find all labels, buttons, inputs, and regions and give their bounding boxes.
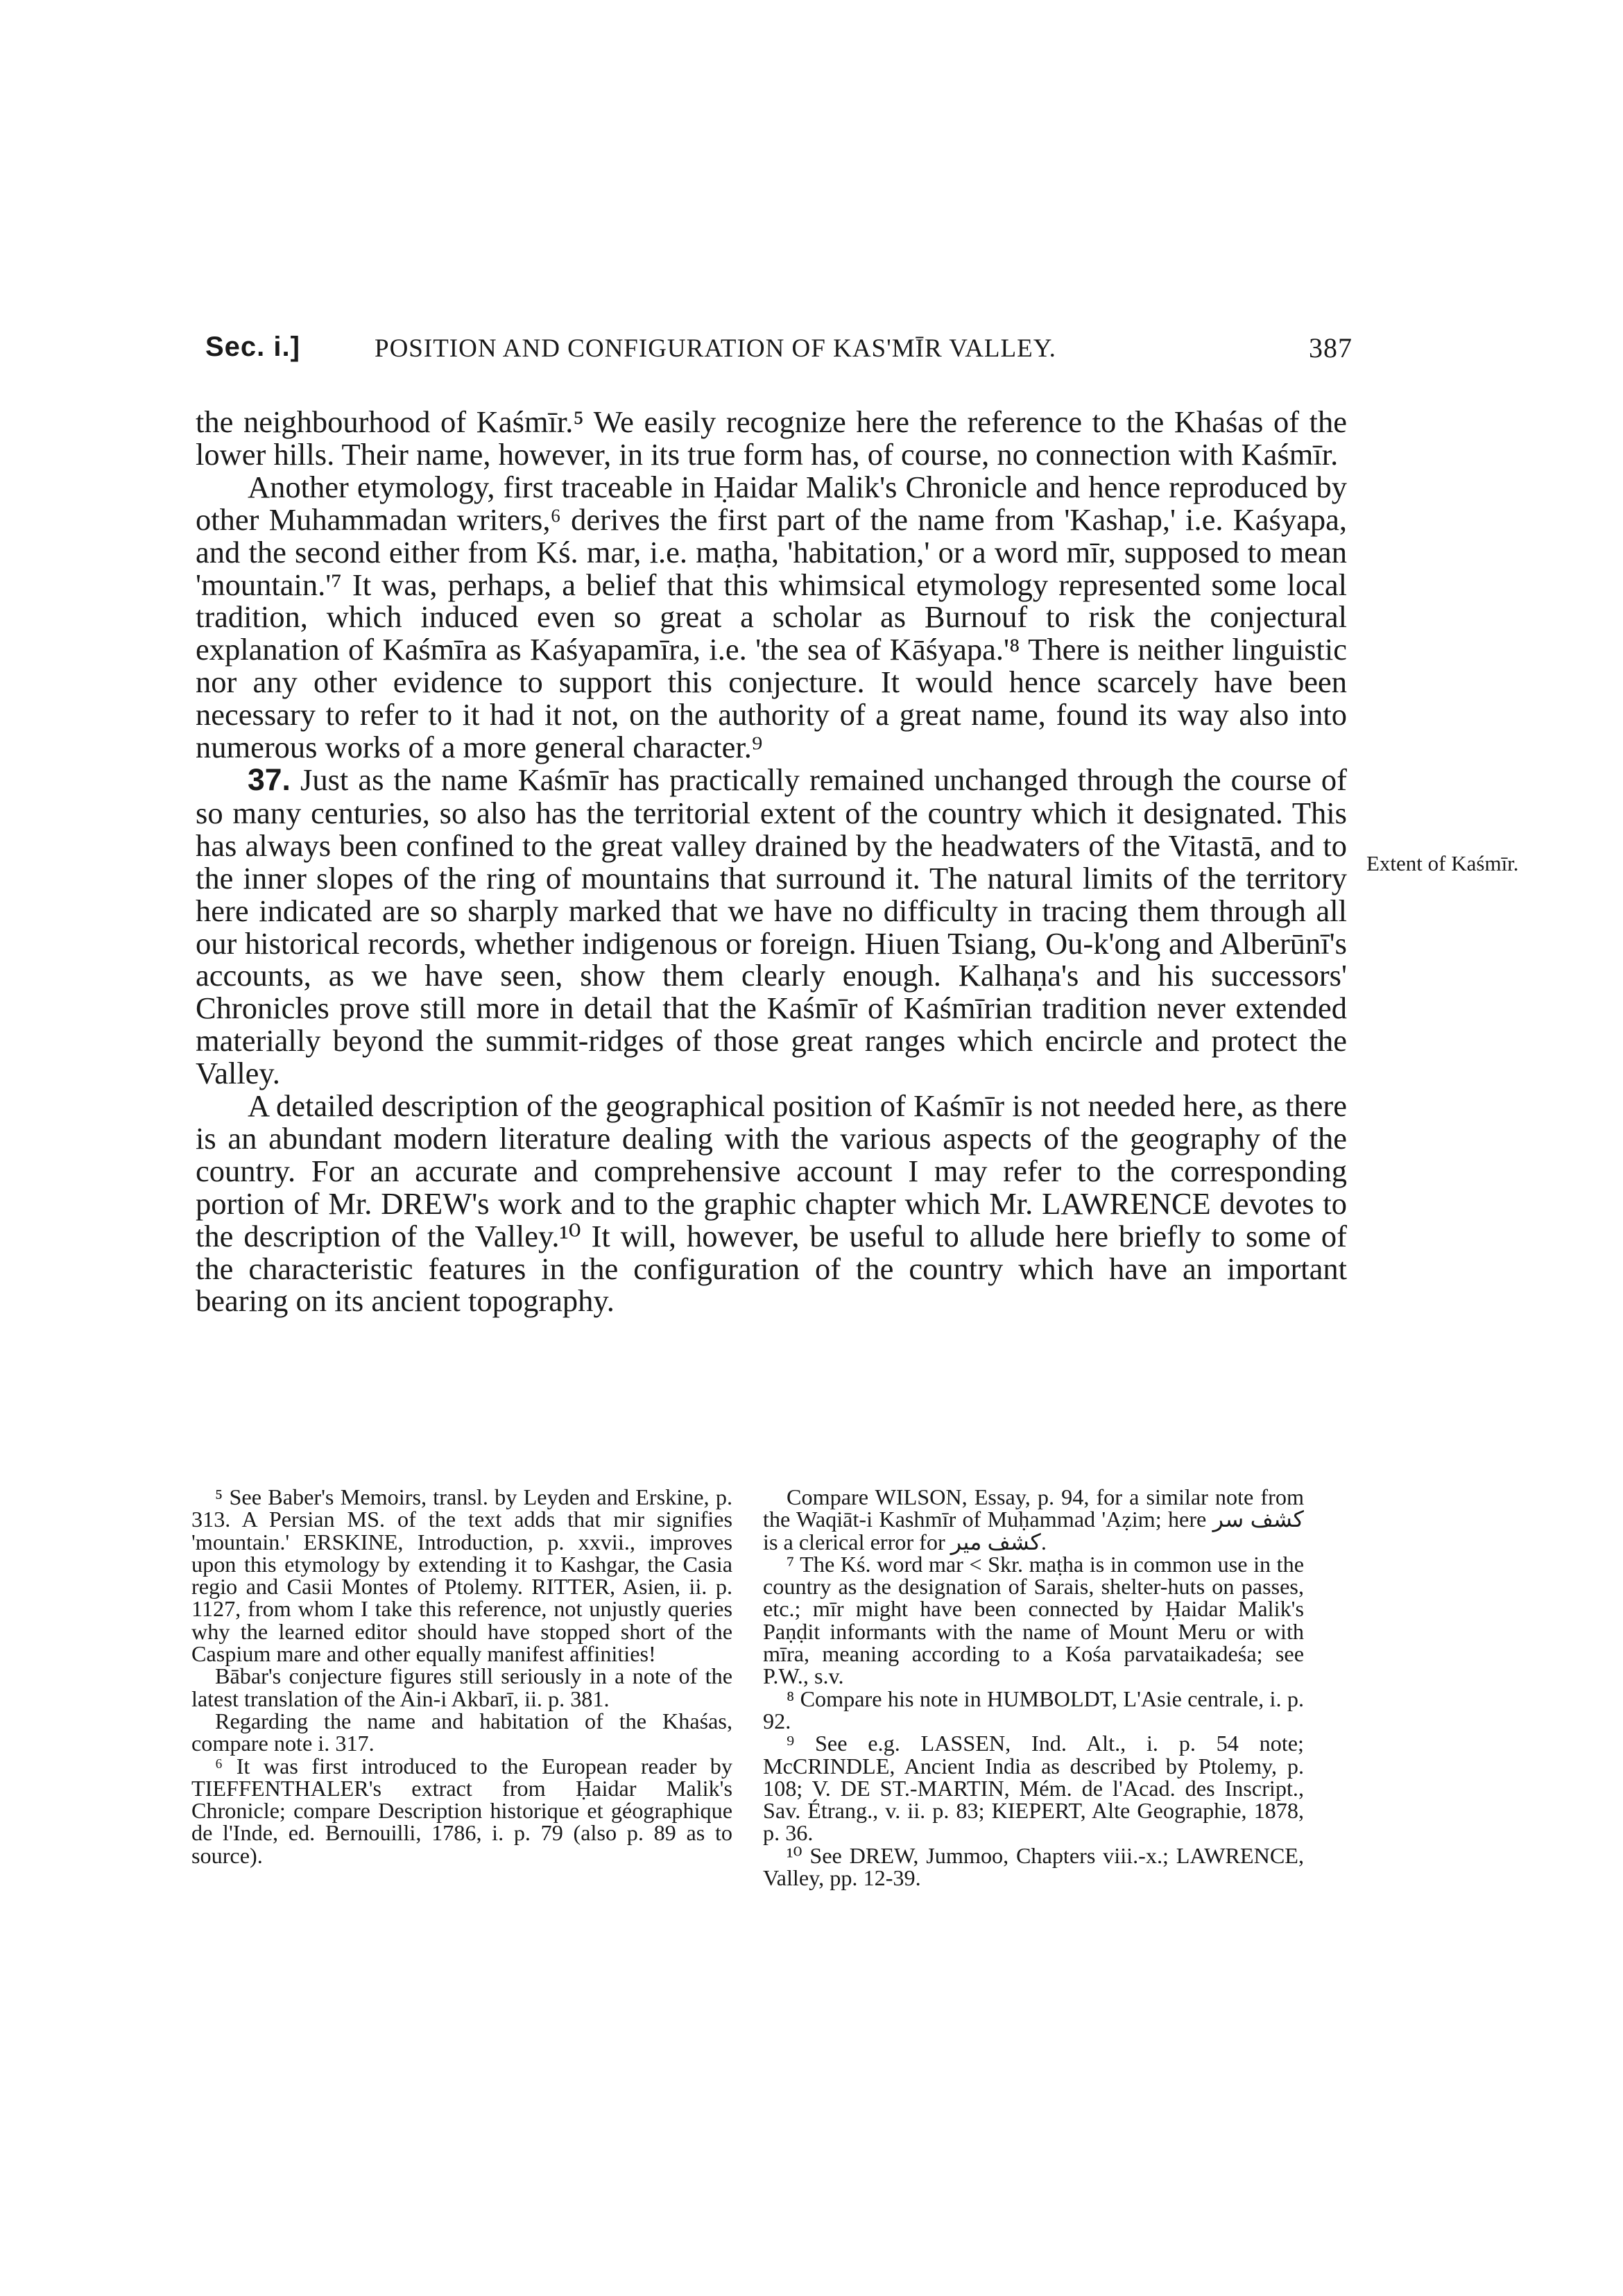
section-marker: Sec. i.] <box>205 332 300 362</box>
page-number: 387 <box>1309 332 1352 363</box>
footnote: Compare WILSON, Essay, p. 94, for a similar note from the Waqiāt-i Kashmīr of Muḥammad 'Aẓim; here کشف سر is a clerical error for کشف میر. <box>763 1484 1304 1554</box>
footnote: ⁸ Compare his note in HUMBOLDT, L'Asie centrale, i. p. 92. <box>763 1686 1304 1733</box>
footnotes <box>191 1486 1357 2055</box>
footnote: ⁹ See e.g. LASSEN, Ind. Alt., i. p. 54 note; McCRINDLE, Ancient India as described by Ptolemy, p. 108; V. DE ST.-MARTIN, Mém. de l'Acad. des Inscript., Sav. Étrang., v. ii. p. 83; KIEPERT, Alte Geographie, 1878, p. 36. <box>763 1731 1304 1846</box>
footnote: ⁶ It was first introduced to the European reader by TIEFFENTHALER's extract from Ḥaidar Malik's Chronicle; compare Description historique et géographique de l'Inde, ed. Bernouilli, 1786, i. p. 79 (also p. 89 as to source). <box>191 1753 732 1868</box>
footnote: ⁷ The Kś. word mar < Skr. maṭha is in common use in the country as the designation of Sarais, shelter-huts on passes, etc.; mīr might have been connected by Ḥaidar Malik's Paṇḍit informants with the name of Mount Meru or with mīra, meaning according to a Kośa parvataikadeśa; see P.W., s.v. <box>763 1551 1304 1689</box>
footnote: Bābar's conjecture figures still seriously in a note of the latest translation of the Ain-i Akbarī, ii. p. 381. <box>191 1663 732 1711</box>
side-note-extent: Extent of Kaśmīr. <box>1366 851 1519 875</box>
paragraph-description: A detailed description of the geographical position of Kaśmīr is not needed here, as there is an abundant modern literature dealing with the various aspects of the geography of the country. For an accurate and comprehensive account I may refer to the corresponding portion of Mr. DREW's work and to the graphic chapter which Mr. LAWRENCE devotes to the description of the Valley.¹⁰ It will, however, be useful to allude here briefly to some of the characteristic features in the configuration of the country which have an important bearing on its ancient topography. <box>196 1088 1347 1319</box>
paragraph-continued: the neighbourhood of Kaśmīr.⁵ We easily recognize here the reference to the Khaśas of the lower hills. Their name, however, in its true form has, of course, no connection with Kaśmīr. <box>196 404 1347 472</box>
main-text <box>196 406 1347 1317</box>
paragraph-etymology: Another etymology, first traceable in Ḥaidar Malik's Chronicle and hence reproduced by other Muhammadan writers,⁶ derives the first part of the name from 'Kashap,' i.e. Kaśyapa, and the second either from Kś. mar, i.e. maṭha, 'habitation,' or a word mīr, supposed to mean 'mountain.'⁷ It was, perhaps, a belief that this whimsical etymology represented some local tradition, which induced even so great a scholar as Burnouf to risk the conjectural explanation of Kaśmīra as Kaśyapamīra, i.e. 'the sea of Kāśyapa.'⁸ There is neither linguistic nor any other evidence to support this conjecture. It would hence scarcely have been necessary to refer to it had it not, on the authority of a great name, found its way also into numerous works of a more general character.⁹ <box>196 469 1347 765</box>
running-title: POSITION AND CONFIGURATION OF KAS'MĪR VALLEY. <box>375 334 1056 363</box>
footnote: Regarding the name and habitation of the Khaśas, compare note i. 317. <box>191 1708 732 1756</box>
footnotes-right-column <box>763 1486 1304 1889</box>
paragraph-extent <box>196 764 1347 1090</box>
running-header <box>205 332 1352 380</box>
footnote: ¹⁰ See DREW, Jummoo, Chapters viii.-x.; LAWRENCE, Valley, pp. 12-39. <box>763 1842 1304 1891</box>
paragraph-extent-text: Just as the name Kaśmīr has practically remained unchanged through the course of so many centuries, so also has the territorial extent of the country which it designated. This has always been confined to the great valley drained by the headwaters of the Vitastā, and to the inner slopes of the ring of mountains that surround it. The natural limits of the territory here indicated are so sharply marked that we have no difficulty in tracing them through all our historical records, whether indigenous or foreign. Hiuen Tsiang, Ou-k'ong and Alberūnī's accounts, as we have seen, show them clearly enough. Kalhaṇa's and his successors' Chronicles prove still more in detail that the Kaśmīr of Kaśmīrian tradition never extended materially beyond the summit-ridges of those great ranges which encircle and protect the Valley. <box>196 762 1347 1091</box>
section-number: 37. <box>248 762 291 797</box>
footnote: ⁵ See Baber's Memoirs, transl. by Leyden and Erskine, p. 313. A Persian MS. of the text adds that mir signifies 'mountain.' ERSKINE, Introduction, p. xxvii., improves upon this etymology by extending it to Kashgar, the Casia regio and Casii Montes of Ptolemy. RITTER, Asien, ii. p. 1127, from whom I take this reference, not unjustly queries why the learned editor should have stopped short of the Caspium mare and other equally manifest affinities! <box>191 1484 732 1667</box>
footnotes-left-column <box>191 1486 732 1867</box>
